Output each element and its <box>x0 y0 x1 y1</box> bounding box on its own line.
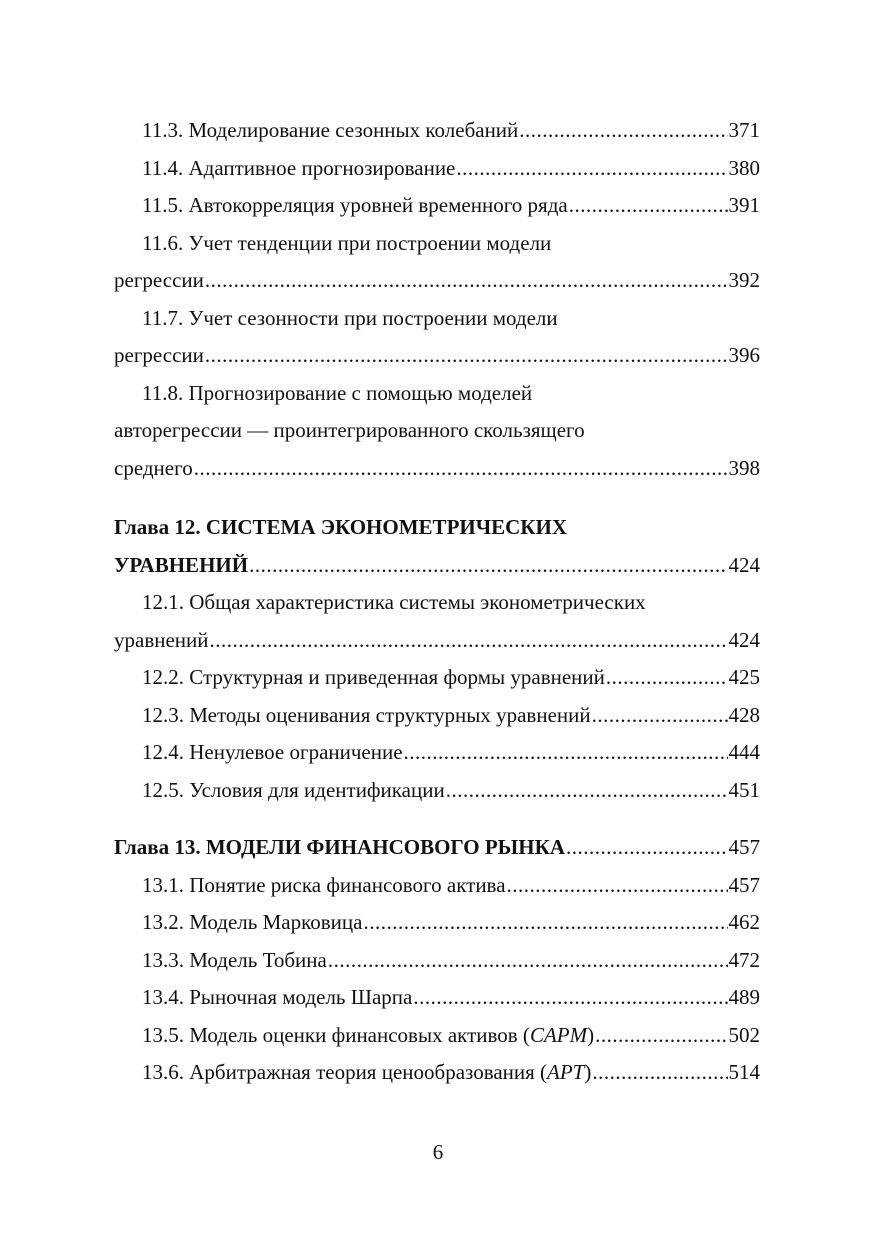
toc-entry-11-7-line1 <box>114 300 760 338</box>
toc-entry-title: 12.2. Структурная и приведенная формы уравнений <box>142 665 605 689</box>
toc-entry-page: 514 <box>728 1060 760 1084</box>
dot-leader <box>194 450 728 488</box>
toc-entry-page: 428 <box>728 702 760 727</box>
toc-entry-page: 472 <box>728 947 760 972</box>
dot-leader <box>507 867 728 905</box>
toc-entry-title: 13.2. Модель Марковица <box>142 910 363 934</box>
toc-entry-title: 11.6. Учет тенденции при построении модели <box>142 230 552 255</box>
toc-entry-12-1-line2 <box>114 622 760 660</box>
toc-entry-11-5 <box>114 187 760 225</box>
toc-entry-title: 12.3. Методы оценивания структурных уравнений <box>142 702 591 727</box>
toc-entry-title: 12.4. Ненулевое ограничение <box>142 740 403 764</box>
toc-entry-page: 451 <box>728 777 760 802</box>
toc-entry-13-1 <box>114 867 760 905</box>
dot-leader <box>595 1017 727 1055</box>
toc-entry-13-2 <box>114 904 760 942</box>
toc-entry-11-3 <box>114 112 760 150</box>
toc-entry-12-2 <box>114 659 760 697</box>
toc-entry-13-6 <box>114 1054 760 1092</box>
toc-entry-title: 13.4. Рыночная модель Шарпа <box>142 985 413 1009</box>
toc-entry-title-cont: регрессии <box>114 268 204 292</box>
chapter-13-heading <box>114 829 760 867</box>
toc-entry-title: 13.6. Арбитражная теория ценообразования (APT) <box>142 1060 592 1084</box>
toc-entry-12-5 <box>114 772 760 810</box>
toc-entry-page: 396 <box>728 343 760 367</box>
page-number: 6 <box>432 1140 444 1164</box>
toc-entry-title: 12.5. Условия для идентификации <box>142 777 445 802</box>
toc-entry-page: 444 <box>728 740 760 764</box>
dot-leader <box>210 622 728 660</box>
chapter-title: Глава 12. СИСТЕМА ЭКОНОМЕТРИЧЕСКИХ <box>114 515 568 539</box>
toc-entry-12-3 <box>114 697 760 735</box>
toc-entry-11-8-line3 <box>114 450 760 488</box>
toc-entry-12-4 <box>114 734 760 772</box>
toc-entry-title: 12.1. Общая характеристика системы эконометрических <box>142 590 646 614</box>
dot-leader <box>404 734 728 772</box>
toc-entry-title-cont: регрессии <box>114 343 204 367</box>
dot-leader <box>519 112 727 150</box>
dot-leader <box>413 979 727 1017</box>
chapter-page: 457 <box>728 835 760 859</box>
toc-entry-page: 371 <box>728 118 760 142</box>
toc-entry-title: 11.7. Учет сезонности при построении модели <box>142 305 558 330</box>
toc-entry-page: 457 <box>728 872 760 897</box>
chapter-title: Глава 13. МОДЕЛИ ФИНАНСОВОГО РЫНКА <box>114 835 566 859</box>
dot-leader <box>592 1054 727 1092</box>
toc-entry-title-cont: среднего <box>114 455 193 480</box>
toc-entry-11-7-line2 <box>114 337 760 375</box>
toc-entry-page: 392 <box>728 268 760 292</box>
toc-entry-page: 398 <box>728 455 760 480</box>
toc-entry-11-4 <box>114 150 760 188</box>
abbr-capm: CAPM <box>529 1022 588 1047</box>
toc-entry-11-6-line1 <box>114 225 760 263</box>
dot-leader <box>249 547 727 585</box>
dot-leader <box>328 942 728 980</box>
toc-entry-11-6-line2 <box>114 262 760 300</box>
toc-entry-page: 424 <box>728 627 760 652</box>
toc-entry-title: 11.8. Прогнозирование с помощью моделей <box>142 380 533 405</box>
toc-entry-12-1-line1 <box>114 584 760 622</box>
dot-leader <box>569 187 728 225</box>
toc-entry-page: 489 <box>728 985 760 1009</box>
toc-entry-11-8-line1 <box>114 375 760 413</box>
toc-entry-page: 502 <box>728 1022 760 1047</box>
dot-leader <box>456 150 727 188</box>
toc-entry-page: 462 <box>728 910 760 934</box>
chapter-title-cont: УРАВНЕНИЙ <box>114 552 249 577</box>
chapter-page: 424 <box>728 552 760 577</box>
toc-entry-13-3 <box>114 942 760 980</box>
toc-entry-page: 425 <box>728 665 760 689</box>
toc-entry-title-cont: уравнений <box>114 627 209 652</box>
dot-leader <box>363 904 727 942</box>
dot-leader <box>205 262 728 300</box>
chapter-12-heading-line2 <box>114 547 760 585</box>
chapter-12-heading-line1 <box>114 509 760 547</box>
toc-entry-title: 11.3. Моделирование сезонных колебаний <box>142 118 519 142</box>
dot-leader <box>446 772 728 810</box>
toc-entry-title: 13.1. Понятие риска финансового актива <box>142 872 506 897</box>
toc-entry-page: 391 <box>728 193 760 217</box>
abbr-apt: APT <box>547 1060 585 1084</box>
dot-leader <box>592 697 728 735</box>
table-of-contents <box>114 112 760 1092</box>
toc-entry-title: 11.4. Адаптивное прогнозирование <box>142 155 456 180</box>
toc-entry-page: 380 <box>728 155 760 180</box>
toc-entry-13-4 <box>114 979 760 1017</box>
dot-leader <box>566 829 727 867</box>
dot-leader <box>606 659 728 697</box>
toc-entry-title-cont: авторегрессии — проинтегрированного скользящего <box>114 418 585 442</box>
toc-entry-11-8-line2 <box>114 412 760 450</box>
toc-entry-13-5 <box>114 1017 760 1055</box>
dot-leader <box>205 337 728 375</box>
toc-entry-title: 13.3. Модель Тобина <box>142 947 327 972</box>
toc-entry-title: 11.5. Автокорреляция уровней временного ряда <box>142 193 568 217</box>
toc-entry-title: 13.5. Модель оценки финансовых активов (CAPM) <box>142 1022 595 1047</box>
